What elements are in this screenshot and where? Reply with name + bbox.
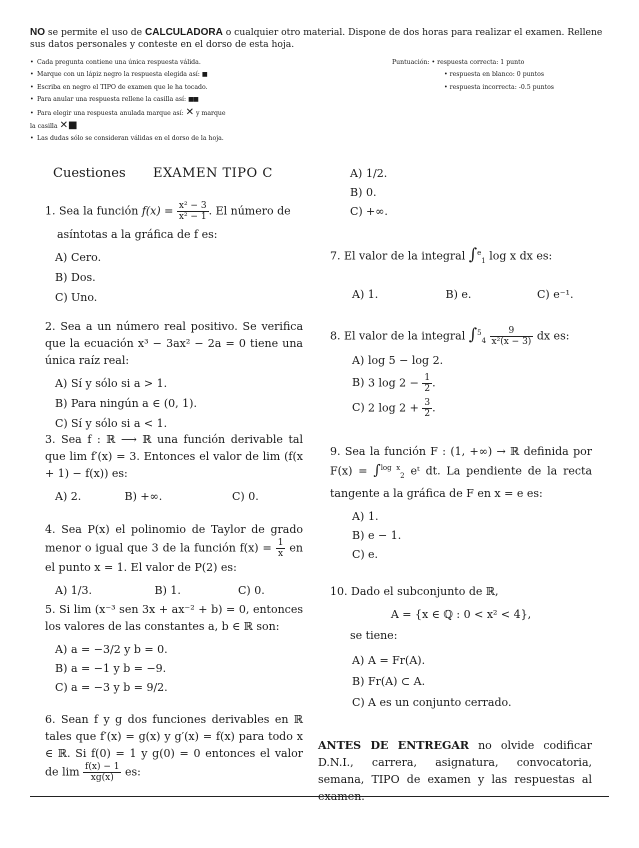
rule-item: • Para elegir una respuesta anulada marque así: ✕ y marque — [30, 106, 226, 118]
intro-calculadora: CALCULADORA — [145, 27, 223, 38]
question-5: 5. Si lim (x⁻³ sen 3x + ax⁻² + b) = 0, entonces los valores de las constantes a, b ∈ ℝ son: A) a = −3/2 y b = 0. B) a = −1 y b = −9. C) a = −3 y b = 9/2. — [45, 603, 303, 694]
question-1: 1. Sea la función f(x) = $\frac{\text{x² − 3}}{\text{x² − 1}}$ . El número de asíntotas a la gráfica de f es: A) Cero. B) Dos. C) Uno. — [45, 201, 303, 306]
rule-item: • Marque con un lápiz negro la respuesta elegida así: ■ — [30, 71, 208, 79]
option-a[interactable]: A) a = −3/2 y b = 0. — [55, 643, 168, 656]
option-b[interactable]: B) a = −1 y b = −9. — [55, 662, 167, 675]
option-c[interactable]: C) a = −3 y b = 9/2. — [55, 681, 168, 694]
option-b[interactable]: B) +∞. — [124, 490, 163, 503]
cross-box-icon: ✕■ — [59, 120, 78, 132]
option-a[interactable]: A) 2. — [55, 490, 82, 503]
scoring-table: Puntuación: • respuesta correcta: 1 punto • respuesta en blanco: 0 puntos • respuesta incorrecta: -0.5 puntos — [392, 59, 554, 91]
option-a[interactable]: A) Cero. — [55, 251, 102, 264]
option-b[interactable]: B) 3 log 2 − $\frac{1}{2}$ . — [352, 372, 436, 394]
option-b[interactable]: B) Dos. — [55, 271, 96, 284]
question-3: 3. Sea f : ℝ ⟶ ℝ una función derivable tal que lim f′(x) = 3. Entonces el valor de lim (f(x + 1) − f(x)) es: A) 2. B) +∞. C) 0. — [45, 433, 304, 503]
option-a[interactable]: A) Sí y sólo si a > 1. — [55, 377, 168, 390]
question-6-options — [350, 165, 590, 220]
question-2: 2. Sea a un número real positivo. Se verifica que la ecuación x³ − 3ax² − 2a = 0 tiene una única raíz real: A) Sí y sólo si a > 1. B) Para ningún a ∈ (0, 1). C) Sí y sólo si a < 1. — [45, 320, 303, 430]
question-7: 7. El valor de la integral ∫$^e_1$ log x dx es: A) 1. B) e. C) e⁻¹. — [330, 244, 574, 301]
option-c[interactable]: C) A es un conjunto cerrado. — [352, 696, 512, 709]
option-b[interactable]: B) 0. — [350, 186, 377, 199]
exam-type-title: EXAMEN TIPO C — [153, 166, 273, 181]
option-a[interactable]: A) 1. — [352, 287, 379, 301]
question-4: 4. Sea P(x) el polinomio de Taylor de grado menor o igual que 3 de la función f(x) = $\frac{1}{x}$ en el punto x = 1. El valor de P(2) es: A) 1/3. B) 1. C) 0. — [45, 523, 303, 597]
fraction: $\frac{3}{2}$ — [424, 397, 431, 419]
section-title: Cuestiones — [53, 166, 126, 181]
option-b[interactable]: B) Para ningún a ∈ (0, 1). — [55, 397, 197, 410]
intro-paragraph: NO se permite el uso de CALCULADORA o cualquier otro material. Dispone de dos horas para realizar el examen. Rellene sus datos personales y conteste en el dorso de esta hoja. — [30, 27, 603, 50]
submit-notice: ANTES DE ENTREGAR no olvide codificar D.N.I., carrera, asignatura, convocatoria, semana, TIPO de examen y las respuestas al examen. — [318, 739, 592, 803]
option-a[interactable]: A) log 5 − log 2. — [352, 353, 444, 367]
option-c[interactable]: C) 0. — [238, 584, 265, 597]
option-c[interactable]: C) +∞. — [350, 205, 388, 218]
rules-list — [30, 57, 400, 146]
question-6: 6. Sean f y g dos funciones derivables en ℝ tales que f′(x) = g(x) y g′(x) = f(x) para todo x ∈ ℝ. Si f(0) = 1 y g(0) = 0 entonces el valor de lim $\frac{f(x) - 1}{xg(x)}$ es: — [45, 713, 303, 783]
question-8: 8. El valor de la integral ∫$^5_4$ $\frac{9}{\text{x²(x − 3)}}$ dx es: A) log 5 − log 2. B) 3 log 2 − $\frac{1}{2}$ . C) 2 log 2 + $\frac{3}{2}$ . — [330, 325, 592, 419]
option-c[interactable]: C) 0. — [232, 490, 259, 503]
title-row — [53, 165, 303, 182]
question-9: 9. Sea la función F : (1, +∞) → ℝ definida por F(x) = ∫$^{log x}_2$ eᵗ dt. La pendiente de la recta tangente a la gráfica de F en x = e es: A) 1. B) e − 1. C) e. — [330, 445, 593, 561]
rule-item: • Escriba en negro el TIPO de examen que le ha tocado. — [30, 83, 208, 91]
fraction: $\frac{1}{x}$ — [277, 538, 284, 559]
fraction: $\frac{\text{x² − 3}}{\text{x² − 1}}$ — [178, 201, 207, 222]
option-c[interactable]: C) Sí y sólo si a < 1. — [55, 417, 168, 430]
option-a[interactable]: A) 1. — [352, 509, 379, 523]
fraction: $\frac{9}{\text{x²(x − 3)}}$ — [491, 326, 532, 348]
option-a[interactable]: A) A = Fr(A). — [352, 654, 426, 667]
option-a[interactable]: A) 1/2. — [350, 167, 388, 180]
option-c[interactable]: C) Uno. — [55, 291, 98, 304]
option-b[interactable]: B) 1. — [154, 584, 181, 597]
option-a[interactable]: A) 1/3. — [55, 584, 92, 597]
rule-item: • Las dudas sólo se consideran válidas en el dorso de la hoja. — [30, 135, 224, 143]
fraction: $\frac{1}{2}$ — [424, 372, 431, 394]
option-b[interactable]: B) e − 1. — [352, 528, 402, 542]
option-c[interactable]: C) e. — [352, 547, 379, 561]
exam-header — [30, 27, 610, 51]
set-definition: A = {x ∈ ℚ : 0 < x² < 4}, — [390, 608, 532, 621]
question-10: 10. Dado el subconjunto de ℝ, A = {x ∈ ℚ : 0 < x² < 4}, se tiene: A) A = Fr(A). B) Fr(A) ⊂ A. C) A es un conjunto cerrado. — [330, 583, 592, 711]
intro-no: NO — [30, 27, 45, 38]
option-b[interactable]: B) Fr(A) ⊂ A. — [352, 675, 426, 688]
cross-mark-icon: ✕ — [185, 106, 195, 118]
rule-item: • Para anular una respuesta rellene la casilla así: ■■ — [30, 96, 198, 104]
option-c[interactable]: C) 2 log 2 + $\frac{3}{2}$ . — [352, 397, 436, 419]
filled-boxes-icon: ■■ — [188, 96, 198, 104]
bottom-rule — [30, 796, 609, 797]
option-b[interactable]: B) e. — [445, 287, 472, 301]
fraction: $\frac{f(x) - 1}{xg(x)}$ — [85, 762, 120, 783]
rule-item-cont: la casilla ✕■ — [30, 120, 78, 132]
option-c[interactable]: C) e⁻¹. — [537, 287, 574, 301]
rule-item: • Cada pregunta contiene una única respuesta válida. — [30, 59, 201, 66]
